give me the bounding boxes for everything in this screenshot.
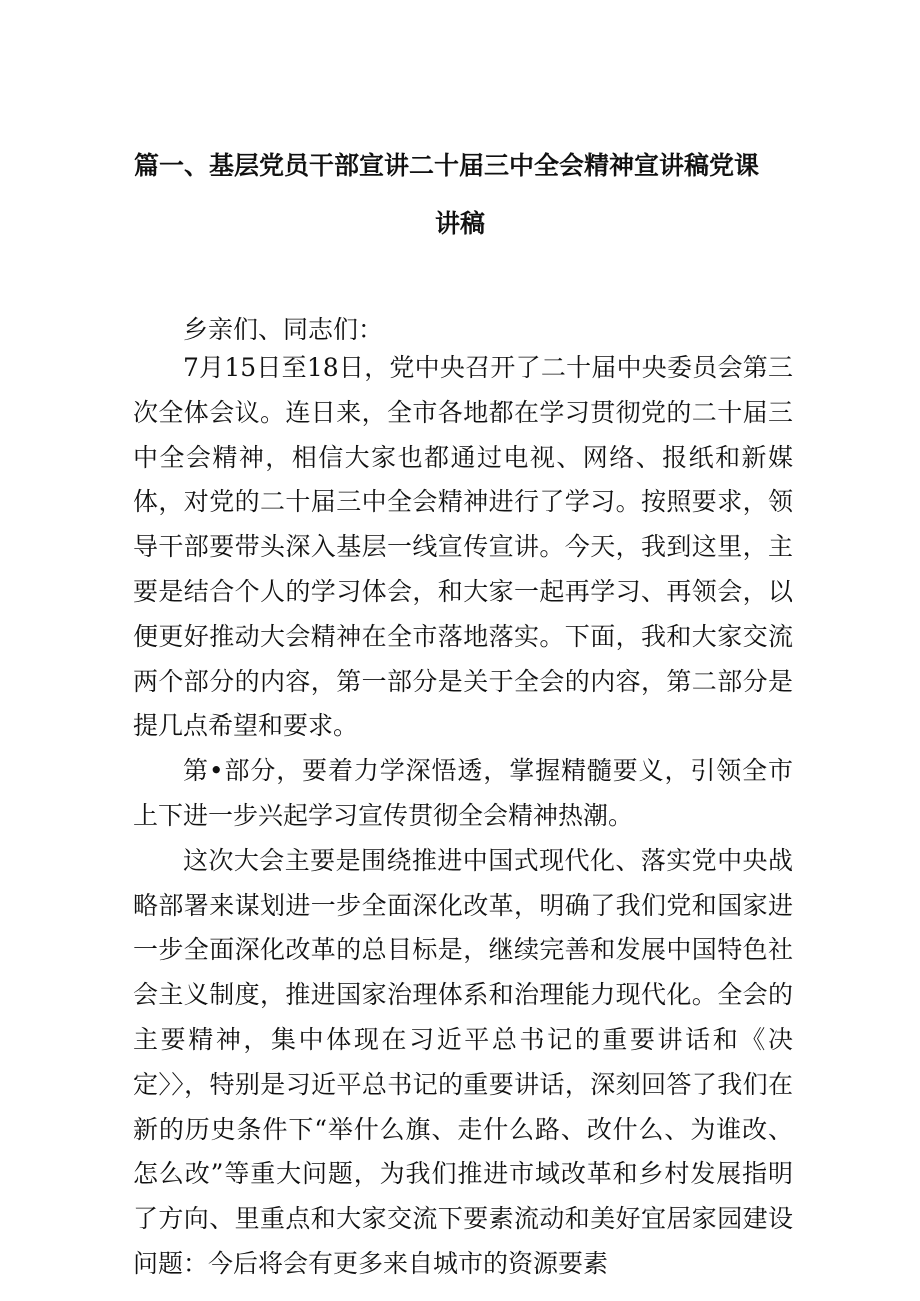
greeting: 乡亲们、同志们：	[183, 315, 384, 344]
document-title-line2: 讲稿	[434, 209, 485, 238]
document-title-line1: 篇一、基层党员干部宣讲二十届三中全会精神宣讲稿党课	[134, 151, 760, 180]
paragraph-1: 7月15日至18日，党中央召开了二十届中央委员会第三次全体会议。连日来，全市各地都在学习贯彻党的二十届三中全会精神，相信大家也都通过电视、网络、报纸和新媒体，对党的二十届三中全会精神进行了学习。按照要求，领导干部要带头深入基层一线宣传宣讲。今天，我到这里，主要是结合个人的学习体会，和大家一起再学习、再领会，以便更好推动大会精神在全市落地落实。下面，我和大家交流两个部分的内容，第一部分是关于全会的内容，第二部分是提几点希望和要求。	[133, 353, 793, 741]
paragraph-3: 这次大会主要是围绕推进中国式现代化、落实党中央战略部署来谋划进一步全面深化改革，明确了我们党和国家进一步全面深化改革的总目标是，继续完善和发展中国特色社会主义制度，推进国家治理体系和治理能力现代化。全会的主要精神，集中体现在习近平总书记的重要讲话和《决定〉〉，特别是习近平总书记的重要讲话，深刻回答了我们在新的历史条件下“举什么旗、走什么路、改什么、为谁改、怎么改”等重大问题，为我们推进市域改革和乡村发展指明了方向、里重点和大家交流下要素流动和美好宜居家园建设问题：今后将会有更多来自城市的资源要素	[133, 845, 793, 1278]
paragraph-2: 第•部分，要着力学深悟透，掌握精髓要义，引领全市上下进一步兴起学习宣传贯彻全会精神热潮。	[133, 756, 793, 830]
document-body	[133, 346, 793, 1287]
